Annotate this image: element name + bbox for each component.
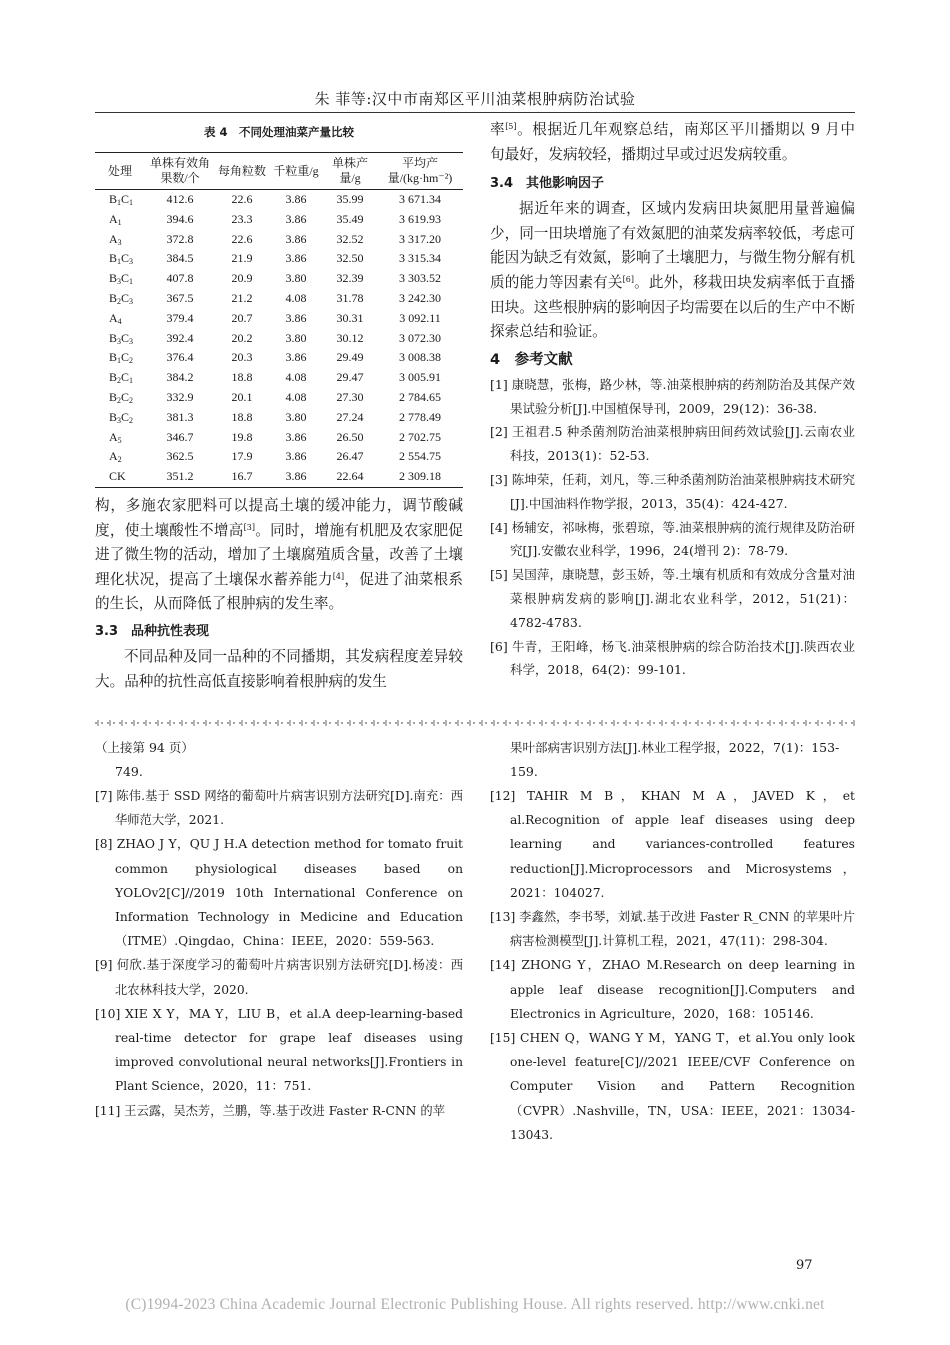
- treatment-code: A: [109, 449, 118, 464]
- citation: [3]: [243, 522, 255, 532]
- treatment-subscript: 1: [117, 257, 122, 267]
- treatment-code: B: [109, 330, 118, 345]
- treatment-cell: [95, 329, 145, 349]
- treatment-cell: [95, 428, 145, 448]
- treatment-code: A: [109, 211, 118, 226]
- reference-item: [1] 康晓慧，张梅，路少林，等.油菜根肿病的药剂防治及其保产效果试验分析[J].中国植保导刊，2009，29(12)：36-38.: [490, 376, 855, 416]
- table-header-row: [95, 153, 463, 190]
- reference-item: [2] 王祖君.5 种杀菌剂防治油菜根肿病田间药效试验[J].云南农业科技，2013(1)：52-53.: [490, 424, 855, 464]
- citation: [4]: [332, 571, 345, 581]
- running-head: 朱 菲等:汉中市南郑区平川油菜根肿病防治试验: [314, 90, 636, 108]
- reference-list: [490, 373, 855, 682]
- table-cell-pods: 372.8: [166, 231, 194, 246]
- treatment-subscript: 4: [117, 316, 122, 326]
- table-cell-avg-yield: 2 702.75: [399, 429, 441, 444]
- treatment-subscript: 3: [117, 415, 122, 425]
- treatment-code: B: [109, 271, 118, 286]
- text: 构，多施农家肥料可以提高土壤的缓冲能力，调节酸碱度，使土壤酸性不增高: [95, 496, 463, 539]
- table-cell-avg-yield: 2 309.18: [399, 469, 441, 484]
- treatment-code: B: [109, 290, 118, 305]
- table-header-cell: 单株有效角果数/个: [149, 156, 210, 185]
- table-cell-plant-yield: 32.52: [336, 231, 364, 246]
- treatment-cell: [95, 190, 145, 210]
- table-row: [95, 408, 463, 428]
- table-header-cell: 千粒重/g: [273, 163, 319, 178]
- table-cell-tkw: 3.86: [285, 251, 307, 266]
- table-cell-avg-yield: 3 092.11: [399, 310, 441, 325]
- table-cell-plant-yield: 29.49: [336, 350, 364, 365]
- table-cell-tkw: 3.86: [285, 231, 307, 246]
- table-row: [95, 190, 463, 210]
- table-cell-seeds: 16.7: [231, 469, 253, 484]
- table-cell-pods: 381.3: [166, 409, 194, 424]
- treatment-subscript: 2: [117, 455, 122, 465]
- section-heading-references: 4 参考文献: [490, 351, 573, 368]
- table-row: [95, 467, 463, 487]
- table-cell-pods: 384.5: [166, 251, 194, 266]
- table-caption: 表 4 不同处理油菜产量比较: [203, 125, 354, 139]
- treatment-cell: [95, 309, 145, 329]
- treatment-subscript: 5: [117, 435, 122, 445]
- reference-item: [5] 吴国萍，康晓慧，彭玉娇，等.土壤有机质和有效成分含量对油菜根肿病发病的影响[J].湖北农业科学，2012，51(21)：4782-4783.: [490, 567, 855, 630]
- reference-item: [8] ZHAO J Y，QU J H.A detection method for tomato fruit common physiological diseases based on YOLOv2[C]//2019 10th International Conference on Information Technology in Medicine and Education（ITME）.Qingdao，China：IEEE，2020：559-563.: [95, 837, 463, 949]
- table-body: [95, 190, 463, 488]
- table-row: [95, 230, 463, 250]
- table-row: [95, 348, 463, 368]
- reference-item: [4] 杨辅安，祁咏梅，张碧琼，等.油菜根肿病的流行规律及防治研究[J].安徽农业科学，1996，24(增刊 2)：78-79.: [490, 519, 855, 559]
- table-cell-pods: 407.8: [166, 271, 194, 286]
- reference-item: [3] 陈坤荣，任莉，刘凡，等.三种杀菌剂防治油菜根肿病技术研究[J].中国油料作物学报，2013，35(4)：424-427.: [490, 471, 855, 511]
- continuation-note: （上接第 94 页）: [95, 740, 194, 755]
- table-cell-seeds: 18.8: [231, 409, 253, 424]
- treatment-code: C: [121, 350, 130, 365]
- table-cell-avg-yield: 2 784.65: [399, 389, 441, 404]
- treatment-code: C: [121, 370, 130, 385]
- table-row: [95, 269, 463, 289]
- table-header-cell: 处理: [107, 163, 132, 178]
- table-cell-tkw: 3.80: [285, 271, 307, 286]
- section-heading-3-3: 3.3 品种抗性表现: [95, 623, 210, 639]
- treatment-cell: [95, 348, 145, 368]
- treatment-code: B: [109, 251, 118, 266]
- table-cell-seeds: 22.6: [231, 231, 253, 246]
- table-row: [95, 249, 463, 269]
- table-row: [95, 329, 463, 349]
- table-cell-avg-yield: 3 315.34: [399, 251, 441, 266]
- table-cell-pods: 367.5: [166, 290, 194, 305]
- table-cell-tkw: 3.86: [285, 429, 307, 444]
- table-cell-plant-yield: 32.39: [336, 271, 364, 286]
- table-header-cell: 平均产量/(kg·hm⁻²): [387, 156, 453, 185]
- text: 据近年来的调查，区域内发病田块氮肥用量普遍偏少，同一田块增施了有效氮肥的油菜发病率较低，考虑可能因为缺乏有效氮，影响了土壤肥力，与微生物分解有机质的能力等因素有关: [490, 200, 855, 291]
- treatment-subscript: 3: [117, 237, 122, 247]
- treatment-code: C: [121, 389, 130, 404]
- table-cell-tkw: 3.86: [285, 310, 307, 325]
- table-cell-avg-yield: 3 072.30: [399, 330, 441, 345]
- table-cell-tkw: 3.80: [285, 409, 307, 424]
- treatment-subscript: 3: [129, 296, 134, 306]
- table-row: [95, 428, 463, 448]
- treatment-code: C: [121, 251, 130, 266]
- treatment-code: B: [109, 409, 118, 424]
- treatment-subscript: 1: [129, 376, 134, 386]
- table-cell-avg-yield: 2 778.49: [399, 409, 441, 424]
- table-cell-seeds: 18.8: [231, 370, 253, 385]
- upper-left-column: [95, 118, 463, 694]
- continuation-line: 749.: [115, 764, 143, 779]
- table-cell-pods: 332.9: [166, 389, 194, 404]
- table-cell-plant-yield: 35.49: [336, 211, 364, 226]
- header-rule: [95, 112, 855, 113]
- table-cell-plant-yield: 35.99: [336, 192, 364, 206]
- treatment-code: A: [109, 310, 118, 325]
- treatment-cell: [95, 368, 145, 388]
- treatment-code: C: [121, 409, 130, 424]
- table-cell-seeds: 23.3: [231, 211, 253, 226]
- treatment-subscript: 2: [117, 395, 122, 405]
- reference-item: [13] 李鑫然，李书琴，刘斌.基于改进 Faster R_CNN 的苹果叶片病害检测模型[J].计算机工程，2021，47(11)：298-304.: [490, 910, 855, 949]
- treatment-subscript: 1: [129, 198, 134, 207]
- treatment-code: CK: [109, 469, 126, 484]
- upper-right-column: [490, 118, 855, 682]
- treatment-subscript: 2: [129, 395, 134, 405]
- treatment-cell: [95, 249, 145, 269]
- table-cell-avg-yield: 3 008.38: [399, 350, 441, 365]
- table-cell-pods: 376.4: [166, 350, 194, 365]
- table-cell-tkw: 3.86: [285, 192, 307, 206]
- table-cell-seeds: 20.2: [231, 330, 253, 345]
- table-cell-seeds: 21.2: [231, 290, 253, 305]
- paragraph: [490, 197, 855, 345]
- citation: [6]: [622, 274, 634, 284]
- treatment-cell: [95, 388, 145, 408]
- table-row: [95, 309, 463, 329]
- treatment-subscript: 1: [129, 277, 134, 287]
- text: 。根据近几年观察总结，南郑区平川播期以 9 月中旬最好，发病较轻，播期过早或过迟发病较重。: [490, 121, 855, 163]
- table-cell-plant-yield: 29.47: [336, 370, 364, 385]
- treatment-subscript: 2: [129, 415, 134, 425]
- reference-item: [6] 牛青，王阳峰，杨飞.油菜根肿病的综合防治技术[J].陕西农业科学，2018，64(2)：99-101.: [490, 638, 855, 678]
- treatment-cell: [95, 269, 145, 289]
- treatment-code: A: [109, 231, 118, 246]
- table-cell-tkw: 3.80: [285, 330, 307, 345]
- table-cell-tkw: 3.86: [285, 469, 307, 484]
- treatment-code: B: [109, 350, 118, 365]
- table-cell-avg-yield: 3 619.93: [399, 211, 441, 226]
- continuation-line: 果叶部病害识别方法[J].林业工程学报，2022，7(1)：153-159.: [510, 740, 840, 779]
- treatment-subscript: 2: [129, 356, 134, 366]
- treatment-code: B: [109, 192, 118, 206]
- table-cell-pods: 362.5: [166, 449, 194, 464]
- paragraph: 不同品种及同一品种的不同播期，其发病程度差异较大。品种的抗性高低直接影响着根肿病的发生: [95, 647, 463, 690]
- table-cell-plant-yield: 26.47: [336, 449, 364, 464]
- table-cell-pods: 346.7: [166, 429, 194, 444]
- table-cell-tkw: 3.86: [285, 211, 307, 226]
- table-cell-seeds: 20.1: [231, 389, 253, 404]
- table-cell-plant-yield: 27.30: [336, 389, 364, 404]
- table-cell-avg-yield: 3 317.20: [399, 231, 441, 246]
- text: 。同时，增施有机肥及农家肥促进了微生物的活动，增加了土壤腐殖质含量，改善了土壤理化状况，提高了土壤保水蓄养能力: [95, 521, 463, 588]
- table-cell-tkw: 4.08: [285, 290, 307, 305]
- text: 。此外，移栽田块发病率低于直播田块。这些根肿病的影响因子均需要在以后的生产中不断探索总结和验证。: [490, 273, 855, 341]
- reference-item: [11] 王云露，吴杰芳，兰鹏，等.基于改进 Faster R-CNN 的苹: [95, 1103, 445, 1118]
- treatment-code: C: [121, 330, 130, 345]
- reference-item: [14] ZHONG Y，ZHAO M.Research on deep learning in apple leaf disease recognition[J].Computers and Electronics in Agriculture，2020，168：105146.: [490, 958, 855, 1021]
- table-cell-plant-yield: 27.24: [336, 409, 364, 424]
- treatment-cell: [95, 230, 145, 250]
- reference-item: [10] XIE X Y，MA Y，LIU B，et al.A deep-learning-based real-time detector for grape leaf diseases using improved convolutional neural networks[J].Frontiers in Plant Science，2020，11：751.: [95, 1006, 463, 1094]
- table-cell-plant-yield: 26.50: [336, 429, 364, 444]
- table-cell-plant-yield: 30.12: [336, 330, 364, 345]
- table-header-cell: 每角粒数: [217, 163, 266, 178]
- table-cell-avg-yield: 3 303.52: [399, 271, 441, 286]
- section-divider: [95, 718, 855, 728]
- table-cell-seeds: 22.6: [231, 192, 253, 206]
- table-row: [95, 289, 463, 309]
- table-cell-seeds: 20.3: [231, 350, 253, 365]
- table-cell-plant-yield: 22.64: [336, 469, 364, 484]
- table-cell-pods: 394.6: [166, 211, 194, 226]
- treatment-subscript: 3: [117, 277, 122, 287]
- treatment-code: A: [109, 429, 118, 444]
- text: ，促进了油菜根系的生长，从而降低了根肿病的发生率。: [95, 570, 463, 613]
- table-cell-plant-yield: 31.78: [336, 290, 364, 305]
- treatment-code: B: [109, 389, 118, 404]
- table-cell-avg-yield: 2 554.75: [399, 449, 441, 464]
- treatment-subscript: 1: [117, 356, 122, 366]
- reference-item: [9] 何欣.基于深度学习的葡萄叶片病害识别方法研究[D].杨凌：西北农林科技大学，2020.: [95, 958, 463, 997]
- lower-right-column: [490, 736, 855, 1147]
- treatment-subscript: 3: [129, 336, 134, 346]
- table-cell-seeds: 17.9: [231, 449, 253, 464]
- table-cell-pods: 379.4: [166, 310, 194, 325]
- table-row: [95, 210, 463, 230]
- treatment-code: C: [121, 192, 130, 206]
- reference-item: [12] TAHIR M B，KHAN M A，JAVED K，et al.Recognition of apple leaf diseases using deep learning and variances-controlled features reduction[J].Microprocessors and Microsystems，2021：104027.: [490, 789, 855, 900]
- table-cell-pods: 384.2: [166, 370, 194, 385]
- table-cell-avg-yield: 3 005.91: [399, 370, 441, 385]
- table-cell-tkw: 4.08: [285, 370, 307, 385]
- treatment-subscript: 2: [117, 376, 122, 386]
- table-cell-seeds: 19.8: [231, 429, 253, 444]
- table-cell-plant-yield: 32.50: [336, 251, 364, 266]
- table-cell-seeds: 20.9: [231, 271, 253, 286]
- copyright-footer: (C)1994-2023 China Academic Journal Electronic Publishing House. All rights reserved. http://www.cnki.net: [125, 1296, 825, 1313]
- text: 率: [490, 121, 506, 138]
- treatment-cell: [95, 408, 145, 428]
- treatment-subscript: 3: [117, 336, 122, 346]
- treatment-subscript: 1: [117, 217, 122, 227]
- citation: [5]: [505, 122, 517, 131]
- table-cell-tkw: 3.86: [285, 449, 307, 464]
- lower-left-column: [95, 736, 463, 1123]
- treatment-subscript: 1: [117, 198, 122, 207]
- reference-item: [15] CHEN Q，WANG Y M，YANG T，et al.You only look one-level feature[C]//2021 IEEE/CVF Conference on Computer Vision and Pattern Recognition（CVPR）.Nashville，TN，USA：IEEE，2021：13034-13043.: [490, 1031, 855, 1142]
- table-cell-pods: 412.6: [166, 192, 194, 206]
- paragraph: [490, 118, 855, 167]
- section-heading-3-4: 3.4 其他影响因子: [490, 176, 605, 192]
- treatment-cell: [95, 210, 145, 230]
- table-cell-seeds: 21.9: [231, 251, 253, 266]
- treatment-cell: [95, 289, 145, 309]
- table-cell-pods: 351.2: [166, 469, 194, 484]
- table-header-cell: 单株产量/g: [331, 156, 368, 185]
- table-cell-avg-yield: 3 242.30: [399, 290, 441, 305]
- table-cell-avg-yield: 3 671.34: [399, 192, 441, 206]
- table-row: [95, 447, 463, 467]
- page-number: 97: [796, 1258, 813, 1273]
- treatment-cell: [95, 447, 145, 467]
- table-row: [95, 368, 463, 388]
- table-cell-pods: 392.4: [166, 330, 194, 345]
- treatment-subscript: 3: [129, 257, 134, 267]
- treatment-code: C: [121, 290, 130, 305]
- yield-table: [95, 152, 463, 488]
- table-row: [95, 388, 463, 408]
- treatment-subscript: 2: [117, 296, 122, 306]
- reference-item: [7] 陈伟.基于 SSD 网络的葡萄叶片病害识别方法研究[D].南充：西华师范大学，2021.: [95, 789, 463, 828]
- treatment-code: C: [121, 271, 130, 286]
- paragraph: [95, 494, 463, 617]
- treatment-cell: [95, 467, 145, 487]
- table-cell-seeds: 20.7: [231, 310, 253, 325]
- table-cell-plant-yield: 30.31: [336, 310, 364, 325]
- table-cell-tkw: 4.08: [285, 389, 307, 404]
- treatment-code: B: [109, 370, 118, 385]
- table-cell-tkw: 3.86: [285, 350, 307, 365]
